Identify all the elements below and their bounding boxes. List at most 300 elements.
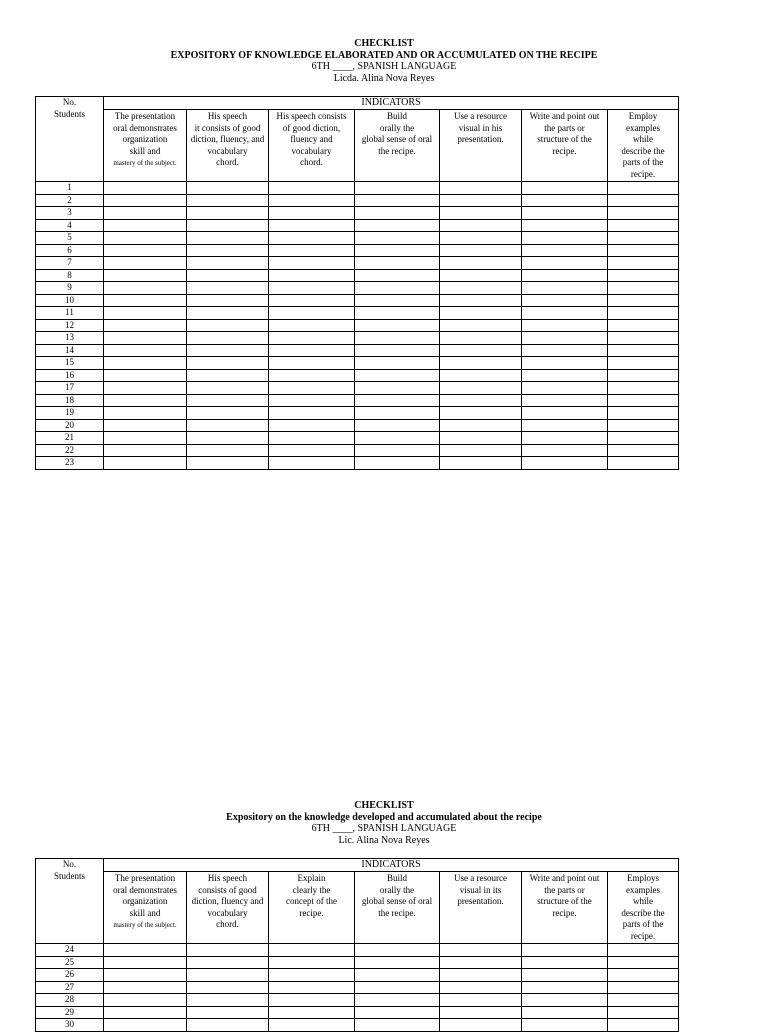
indicator-cell[interactable] [608,369,679,382]
indicator-cell[interactable] [269,369,355,382]
table-row [36,257,679,270]
sheet-2-table [35,858,679,1032]
indicator-cell[interactable] [187,219,269,232]
indicator-cell[interactable] [608,257,679,270]
indicator-cell[interactable] [440,369,522,382]
table-row [36,282,679,295]
indicator-6-header: Write and point out the parts or structure of the recipe. [522,872,608,944]
indicator-cell[interactable] [440,282,522,295]
indicator-cell[interactable] [187,332,269,345]
indicator-cell[interactable] [104,1006,187,1019]
sheet-1-header [0,38,768,84]
indicator-5-header: Use a resource visual in its presentation. [440,872,522,944]
student-number: 1 [36,182,104,195]
indicator-cell[interactable] [269,219,355,232]
indicator-cell[interactable] [608,394,679,407]
table-row [36,1019,679,1032]
indicator-cell[interactable] [104,956,187,969]
indicator-cell[interactable] [440,994,522,1007]
indicator-cell[interactable] [104,257,187,270]
indicator-cell[interactable] [269,956,355,969]
table-row [36,444,679,457]
indicator-cell[interactable] [522,457,608,470]
indicator-cell[interactable] [269,257,355,270]
indicator-cell[interactable] [355,282,440,295]
student-number: 10 [36,294,104,307]
table-row [36,956,679,969]
indicator-cell[interactable] [522,369,608,382]
indicator-cell[interactable] [269,407,355,420]
sheet-1-table [35,96,679,470]
student-number: 18 [36,394,104,407]
indicator-cell[interactable] [522,244,608,257]
indicator-cell[interactable] [522,319,608,332]
student-number: 6 [36,244,104,257]
indicator-cell[interactable] [269,282,355,295]
indicator-cell[interactable] [269,294,355,307]
indicator-cell[interactable] [187,244,269,257]
indicator-cell[interactable] [104,944,187,957]
indicator-cell[interactable] [608,457,679,470]
sheet-1-subtitle: EXPOSITORY OF KNOWLEDGE ELABORATED AND OR ACCUMULATED ON THE RECIPE [170,49,598,61]
indicator-cell[interactable] [522,294,608,307]
table-row [36,394,679,407]
indicator-cell[interactable] [104,1019,187,1032]
indicator-cell[interactable] [608,981,679,994]
indicator-cell[interactable] [269,319,355,332]
indicator-cell[interactable] [522,419,608,432]
student-number: 13 [36,332,104,345]
indicator-cell[interactable] [269,194,355,207]
indicator-cell[interactable] [269,444,355,457]
indicator-cell[interactable] [608,444,679,457]
indicator-cell[interactable] [522,382,608,395]
indicator-cell[interactable] [522,969,608,982]
indicator-cell[interactable] [355,357,440,370]
indicators-header: INDICATORS [104,97,679,110]
indicator-cell[interactable] [522,944,608,957]
indicator-cell[interactable] [355,1006,440,1019]
indicator-cell[interactable] [522,994,608,1007]
indicator-cell[interactable] [187,407,269,420]
indicator-3-header: His speech consists of good diction, fluency and vocabulary chord. [269,110,355,182]
indicator-cell[interactable] [269,944,355,957]
indicator-cell[interactable] [522,357,608,370]
indicator-cell[interactable] [269,994,355,1007]
indicator-1-small-note: mastery of the subject. [113,159,177,167]
indicator-cell[interactable] [104,382,187,395]
table-row [36,182,679,195]
indicator-cell[interactable] [187,1019,269,1032]
indicator-cell[interactable] [522,432,608,445]
indicator-7-header: Employ examples while describe the parts of the recipe. [608,110,679,182]
indicator-cell[interactable] [355,182,440,195]
indicator-cell[interactable] [608,944,679,957]
table-row [36,1006,679,1019]
indicator-cell[interactable] [522,394,608,407]
indicator-cell[interactable] [104,981,187,994]
indicator-cell[interactable] [355,257,440,270]
table-row [36,994,679,1007]
table-row [36,219,679,232]
indicator-cell[interactable] [104,457,187,470]
indicator-cell[interactable] [187,419,269,432]
indicator-cell[interactable] [269,207,355,220]
indicator-cell[interactable] [104,344,187,357]
indicator-cell[interactable] [187,232,269,245]
indicator-cell[interactable] [269,457,355,470]
indicator-cell[interactable] [104,407,187,420]
indicator-cell[interactable] [608,194,679,207]
indicator-cell[interactable] [440,444,522,457]
indicator-cell[interactable] [440,394,522,407]
indicator-cell[interactable] [440,294,522,307]
table-row [36,307,679,320]
indicator-cell[interactable] [608,969,679,982]
indicator-cell[interactable] [440,956,522,969]
indicator-cell[interactable] [355,294,440,307]
indicator-cell[interactable] [608,357,679,370]
student-number: 3 [36,207,104,220]
indicator-cell[interactable] [522,307,608,320]
indicator-cell[interactable] [440,969,522,982]
indicator-3-header: Explain clearly the concept of the recipe. [269,872,355,944]
indicator-cell[interactable] [104,182,187,195]
indicator-cell[interactable] [104,994,187,1007]
table-row [36,419,679,432]
indicator-cell[interactable] [269,232,355,245]
indicator-cell[interactable] [355,994,440,1007]
indicator-cell[interactable] [440,257,522,270]
indicator-cell[interactable] [522,207,608,220]
indicator-cell[interactable] [522,956,608,969]
indicator-cell[interactable] [608,382,679,395]
indicator-cell[interactable] [269,357,355,370]
indicator-cell[interactable] [440,981,522,994]
indicator-cell[interactable] [608,956,679,969]
sheet-2-grade-line: 6TH ____, SPANISH LANGUAGE [311,823,457,834]
indicator-cell[interactable] [104,207,187,220]
indicator-cell[interactable] [608,219,679,232]
table-row [36,207,679,220]
indicator-1-header: The presentation oral demonstrates organization skill and mastery of the subject. [104,110,187,182]
student-number: 9 [36,282,104,295]
indicator-cell[interactable] [355,382,440,395]
student-number: 26 [36,969,104,982]
indicator-cell[interactable] [522,407,608,420]
indicator-cell[interactable] [522,282,608,295]
indicator-cell[interactable] [608,994,679,1007]
indicator-cell[interactable] [269,394,355,407]
indicator-cell[interactable] [187,319,269,332]
sheet-1-grade-line: 6TH ____, SPANISH LANGUAGE [311,61,457,72]
indicator-cell[interactable] [104,369,187,382]
indicator-cell[interactable] [269,382,355,395]
student-number: 16 [36,369,104,382]
indicator-cell[interactable] [187,344,269,357]
indicator-cell[interactable] [355,969,440,982]
indicator-cell[interactable] [269,1019,355,1032]
indicator-cell[interactable] [187,981,269,994]
student-number: 25 [36,956,104,969]
indicator-cell[interactable] [608,244,679,257]
indicator-cell[interactable] [355,419,440,432]
table-row [36,969,679,982]
student-number: 23 [36,457,104,470]
indicator-cell[interactable] [440,307,522,320]
indicator-cell[interactable] [104,232,187,245]
indicator-cell[interactable] [440,194,522,207]
indicator-cell[interactable] [187,282,269,295]
indicator-cell[interactable] [440,419,522,432]
indicator-cell[interactable] [608,1019,679,1032]
indicator-cell[interactable] [440,244,522,257]
indicator-cell[interactable] [440,432,522,445]
sheet-2-header [0,800,768,846]
indicator-cell[interactable] [187,269,269,282]
indicator-cell[interactable] [104,432,187,445]
indicator-cell[interactable] [104,394,187,407]
indicator-cell[interactable] [269,244,355,257]
sheet-2-title: CHECKLIST [354,800,414,811]
indicator-cell[interactable] [608,269,679,282]
indicator-cell[interactable] [440,219,522,232]
indicator-cell[interactable] [355,981,440,994]
indicator-cell[interactable] [187,956,269,969]
table-row [36,357,679,370]
indicator-cell[interactable] [440,269,522,282]
indicator-cell[interactable] [522,269,608,282]
indicator-cell[interactable] [355,432,440,445]
table-row [36,244,679,257]
indicator-cell[interactable] [104,332,187,345]
student-number: 29 [36,1006,104,1019]
sheet-2-teacher: Lic. Alina Nova Reyes [338,834,430,846]
indicator-cell[interactable] [440,182,522,195]
table-row [36,194,679,207]
indicator-cell[interactable] [355,457,440,470]
indicator-cell[interactable] [522,444,608,457]
indicator-cell[interactable] [440,407,522,420]
indicator-cell[interactable] [440,207,522,220]
indicator-cell[interactable] [608,307,679,320]
students-column-header: No. Students [36,97,104,182]
indicator-cell[interactable] [608,1006,679,1019]
student-number: 12 [36,319,104,332]
indicator-cell[interactable] [187,382,269,395]
student-number: 7 [36,257,104,270]
indicator-1-small-note: mastery of the subject. [113,921,177,929]
indicator-cell[interactable] [187,457,269,470]
indicator-cell[interactable] [104,419,187,432]
student-number: 8 [36,269,104,282]
indicator-cell[interactable] [269,432,355,445]
student-number: 11 [36,307,104,320]
indicator-cell[interactable] [104,194,187,207]
indicator-cell[interactable] [269,419,355,432]
indicator-cell[interactable] [355,307,440,320]
table-row [36,269,679,282]
indicator-cell[interactable] [522,257,608,270]
indicator-cell[interactable] [440,1006,522,1019]
indicator-cell[interactable] [608,344,679,357]
indicator-cell[interactable] [104,319,187,332]
indicator-cell[interactable] [187,1006,269,1019]
student-number: 30 [36,1019,104,1032]
indicator-cell[interactable] [522,194,608,207]
indicator-cell[interactable] [104,357,187,370]
indicator-cell[interactable] [608,319,679,332]
table-row [36,319,679,332]
student-number: 20 [36,419,104,432]
indicator-cell[interactable] [355,956,440,969]
indicator-2-header: His speech consists of good diction, fluency and vocabulary chord. [187,872,269,944]
indicator-cell[interactable] [355,219,440,232]
indicator-cell[interactable] [522,219,608,232]
table-row [36,944,679,957]
sheet-1-rows [36,182,679,470]
indicator-cell[interactable] [608,207,679,220]
students-column-header: No. Students [36,859,104,944]
student-number: 19 [36,407,104,420]
indicator-cell[interactable] [440,457,522,470]
sheet-1-title: CHECKLIST [354,38,414,49]
indicator-cell[interactable] [355,1019,440,1032]
student-number: 21 [36,432,104,445]
table-row [36,332,679,345]
indicator-cell[interactable] [522,1006,608,1019]
indicator-cell[interactable] [187,194,269,207]
indicator-cell[interactable] [355,207,440,220]
indicator-cell[interactable] [355,407,440,420]
indicator-cell[interactable] [187,307,269,320]
indicator-cell[interactable] [355,369,440,382]
indicator-1-header: The presentation oral demonstrates organization skill and mastery of the subject. [104,872,187,944]
student-number: 24 [36,944,104,957]
sheet-2-rows [36,944,679,1032]
indicator-cell[interactable] [187,394,269,407]
indicator-cell[interactable] [104,444,187,457]
indicator-cell[interactable] [440,382,522,395]
indicator-cell[interactable] [269,269,355,282]
indicator-cell[interactable] [522,232,608,245]
student-number: 14 [36,344,104,357]
indicator-cell[interactable] [440,944,522,957]
table-row [36,294,679,307]
indicator-cell[interactable] [104,307,187,320]
indicator-cell[interactable] [187,969,269,982]
indicators-header: INDICATORS [104,859,679,872]
indicator-cell[interactable] [187,357,269,370]
indicator-cell[interactable] [440,1019,522,1032]
indicator-cell[interactable] [355,269,440,282]
indicator-cell[interactable] [522,981,608,994]
indicator-cell[interactable] [355,394,440,407]
student-number: 2 [36,194,104,207]
student-number: 5 [36,232,104,245]
indicator-cell[interactable] [187,257,269,270]
indicator-2-header: His speech it consists of good diction, fluency, and vocabulary chord. [187,110,269,182]
indicator-cell[interactable] [608,332,679,345]
table-row [36,457,679,470]
indicator-cell[interactable] [440,232,522,245]
indicator-cell[interactable] [269,969,355,982]
indicator-cell[interactable] [187,432,269,445]
indicator-cell[interactable] [269,344,355,357]
indicator-cell[interactable] [269,307,355,320]
sheet-2-subtitle: Expository on the knowledge developed and accumulated about the recipe [226,811,542,823]
student-number: 28 [36,994,104,1007]
indicator-cell[interactable] [269,182,355,195]
student-number: 22 [36,444,104,457]
sheet-1-teacher: Licda. Alina Nova Reyes [333,72,435,84]
indicator-cell[interactable] [355,444,440,457]
indicator-cell[interactable] [104,219,187,232]
indicator-cell[interactable] [104,269,187,282]
indicator-cell[interactable] [355,232,440,245]
indicator-cell[interactable] [269,332,355,345]
indicator-cell[interactable] [440,319,522,332]
indicator-7-header: Employs examples while describe the parts of the recipe. [608,872,679,944]
indicator-cell[interactable] [104,282,187,295]
indicator-cell[interactable] [187,994,269,1007]
indicator-cell[interactable] [269,1006,355,1019]
indicator-cell[interactable] [355,332,440,345]
indicator-cell[interactable] [355,319,440,332]
indicator-cell[interactable] [608,432,679,445]
indicator-cell[interactable] [355,194,440,207]
indicator-cell[interactable] [269,981,355,994]
indicator-cell[interactable] [355,344,440,357]
indicator-cell[interactable] [187,294,269,307]
indicator-cell[interactable] [608,407,679,420]
indicator-cell[interactable] [187,369,269,382]
table-row [36,369,679,382]
indicator-cell[interactable] [608,294,679,307]
indicator-6-header: Write and point out the parts or structure of the recipe. [522,110,608,182]
indicator-cell[interactable] [355,944,440,957]
table-row [36,344,679,357]
indicator-4-header: Build orally the global sense of oral the recipe. [355,110,440,182]
indicator-cell[interactable] [104,969,187,982]
indicator-cell[interactable] [104,294,187,307]
indicator-cell[interactable] [608,419,679,432]
indicator-cell[interactable] [522,182,608,195]
indicator-5-header: Use a resource visual in his presentation. [440,110,522,182]
indicator-cell[interactable] [608,182,679,195]
indicator-cell[interactable] [104,244,187,257]
table-row [36,432,679,445]
indicator-cell[interactable] [440,344,522,357]
indicator-cell[interactable] [187,444,269,457]
table-row [36,407,679,420]
indicator-cell[interactable] [522,344,608,357]
indicator-cell[interactable] [608,282,679,295]
indicator-cell[interactable] [187,944,269,957]
indicator-cell[interactable] [522,1019,608,1032]
indicator-cell[interactable] [608,232,679,245]
student-number: 4 [36,219,104,232]
indicator-cell[interactable] [522,332,608,345]
indicator-cell[interactable] [440,357,522,370]
indicator-cell[interactable] [187,207,269,220]
table-row [36,382,679,395]
indicator-cell[interactable] [187,182,269,195]
indicator-4-header: Build orally the global sense of oral the recipe. [355,872,440,944]
indicator-cell[interactable] [440,332,522,345]
indicator-cell[interactable] [355,244,440,257]
student-number: 27 [36,981,104,994]
